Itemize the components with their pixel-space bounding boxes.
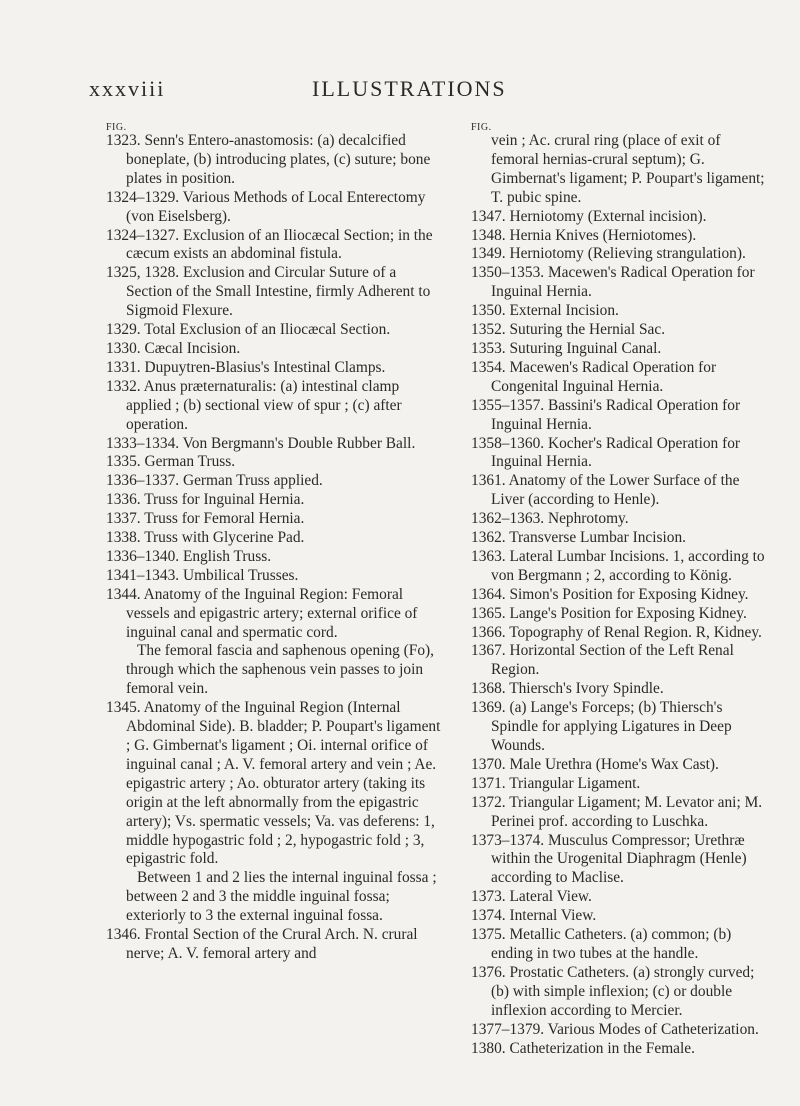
list-item: 1380. Catheterization in the Female. bbox=[471, 1039, 695, 1057]
list-item: 1358–1360. Kocher's Radical Operation for Inguinal Hernia. bbox=[471, 434, 741, 471]
list-item: 1376. Prostatic Catheters. (a) strongly curved; (b) with simple inflexion; (c) or double inflexion according to Mercier. bbox=[471, 963, 755, 1019]
list-item: 1366. Topography of Renal Region. R, Kidney. bbox=[471, 623, 762, 641]
list-item: 1336–1337. German Truss applied. bbox=[106, 472, 323, 490]
list-item: 1346. Frontal Section of the Crural Arch. N. crural nerve; A. V. femoral artery and bbox=[106, 926, 418, 962]
list-item: 1372. Triangular Ligament; M. Levator ani; M. Perinei prof. according to Luschka. bbox=[471, 793, 763, 830]
list-item: 1336. Truss for Inguinal Hernia. bbox=[106, 491, 305, 509]
list-item: 1365. Lange's Position for Exposing Kidney. bbox=[471, 604, 747, 622]
list-item: 1344. Anatomy of the Inguinal Region: Femoral vessels and epigastric artery; external orifice of inguinal canal and spermatic cord. bbox=[106, 585, 418, 641]
list-item: 1362–1363. Nephrotomy. bbox=[471, 510, 629, 528]
list-item: 1329. Total Exclusion of an Iliocæcal Section. bbox=[106, 321, 391, 339]
list-item: 1377–1379. Various Modes of Catheterization. bbox=[471, 1020, 759, 1038]
page-title: ILLUSTRATIONS bbox=[312, 76, 507, 101]
list-item: 1370. Male Urethra (Home's Wax Cast). bbox=[471, 755, 719, 773]
list-item: 1373. Lateral View. bbox=[471, 888, 592, 906]
list-item: 1350. External Incision. bbox=[471, 302, 619, 320]
column-heading: FIG. bbox=[106, 122, 127, 133]
list-item: 1364. Simon's Position for Exposing Kidney. bbox=[471, 585, 749, 603]
list-item: 1345. Anatomy of the Inguinal Region (Internal Abdominal Side). B. bladder; P. Poupart's ligament ; G. Gimbernat's ligament ; Oi. internal orifice of inguinal canal ; A. V. femoral artery and vein ; Ae. epigastric artery ; Ao. obturator artery (taking its origin at the left abnormally from the epigastric artery); Vs. spermatic vessels; Va. vas deferens: 1, middle hypogastric fold ; 2, hypogastric fold ; 3, epigastric fold. bbox=[106, 699, 441, 868]
list-item: 1368. Thiersch's Ivory Spindle. bbox=[471, 680, 664, 698]
list-item: 1352. Suturing the Hernial Sac. bbox=[471, 321, 666, 339]
list-item: 1367. Horizontal Section of the Left Renal Region. bbox=[471, 642, 734, 679]
list-item: 1363. Lateral Lumbar Incisions. 1, according to von Bergmann ; 2, according to König. bbox=[471, 547, 765, 584]
list-item: 1324–1329. Various Methods of Local Enterectomy (von Eiselsberg). bbox=[106, 188, 426, 225]
list-item: 1337. Truss for Femoral Hernia. bbox=[106, 510, 305, 528]
list-item: 1332. Anus præternaturalis: (a) intestinal clamp applied ; (b) sectional view of spur ; (c) after operation. bbox=[106, 377, 402, 433]
list-item: 1330. Cæcal Incision. bbox=[106, 339, 241, 357]
list-item: 1375. Metallic Catheters. (a) common; (b) ending in two tubes at the handle. bbox=[471, 926, 732, 962]
list-item: 1348. Hernia Knives (Herniotomes). bbox=[471, 226, 697, 244]
list-item: 1362. Transverse Lumbar Incision. bbox=[471, 529, 687, 547]
list-item-continuation: The femoral fascia and saphenous opening (Fo), through which the saphenous vein passes to join femoral vein. bbox=[126, 642, 435, 698]
page-number: xxxviii bbox=[89, 76, 166, 101]
list-item: 1341–1343. Umbilical Trusses. bbox=[106, 566, 299, 584]
list-item: 1338. Truss with Glycerine Pad. bbox=[106, 529, 305, 547]
right-column bbox=[471, 119, 767, 1058]
running-head bbox=[89, 76, 740, 106]
list-item: 1324–1327. Exclusion of an Iliocæcal Section; in the cæcum exists an abdominal fistula. bbox=[106, 226, 433, 263]
list-item: 1333–1334. Von Bergmann's Double Rubber Ball. bbox=[106, 434, 416, 452]
column-heading: FIG. bbox=[471, 122, 492, 133]
list-item: 1350–1353. Macewen's Radical Operation for Inguinal Hernia. bbox=[471, 264, 755, 301]
list-item: 1325, 1328. Exclusion and Circular Suture of a Section of the Small Intestine, firmly Adherent to Sigmoid Flexure. bbox=[106, 264, 431, 320]
list-item: 1371. Triangular Ligament. bbox=[471, 774, 641, 792]
list-item: 1349. Herniotomy (Relieving strangulation). bbox=[471, 245, 746, 263]
list-item: 1355–1357. Bassini's Radical Operation for Inguinal Hernia. bbox=[471, 396, 741, 433]
list-item-continuation: vein ; Ac. crural ring (place of exit of femoral hernias-crural septum); G. Gimbernat's ligament; P. Poupart's ligament; T. pubic spine. bbox=[491, 132, 765, 206]
list-item: 1361. Anatomy of the Lower Surface of the Liver (according to Henle). bbox=[471, 472, 740, 509]
list-item: 1335. German Truss. bbox=[106, 453, 236, 471]
list-item: 1369. (a) Lange's Forceps; (b) Thiersch's Spindle for applying Ligatures in Deep Wounds. bbox=[471, 699, 732, 754]
list-item: 1323. Senn's Entero-anastomosis: (a) decalcified boneplate, (b) introducing plates, (c) suture; bone plates in position. bbox=[106, 132, 431, 187]
list-item-continuation: Between 1 and 2 lies the internal inguinal fossa ; between 2 and 3 the middle inguinal fossa; exteriorly to 3 the external inguinal fossa. bbox=[126, 869, 437, 925]
list-item: 1331. Dupuytren-Blasius's Intestinal Clamps. bbox=[106, 358, 386, 376]
list-item: 1336–1340. English Truss. bbox=[106, 547, 272, 565]
list-item: 1347. Herniotomy (External incision). bbox=[471, 207, 707, 225]
list-item: 1374. Internal View. bbox=[471, 907, 597, 925]
left-column bbox=[106, 119, 445, 964]
list-item: 1354. Macewen's Radical Operation for Congenital Inguinal Hernia. bbox=[471, 358, 717, 395]
list-item: 1353. Suturing Inguinal Canal. bbox=[471, 339, 662, 357]
list-item: 1373–1374. Musculus Compressor; Urethræ within the Urogenital Diaphragm (Henle) according to Maclise. bbox=[471, 831, 747, 887]
